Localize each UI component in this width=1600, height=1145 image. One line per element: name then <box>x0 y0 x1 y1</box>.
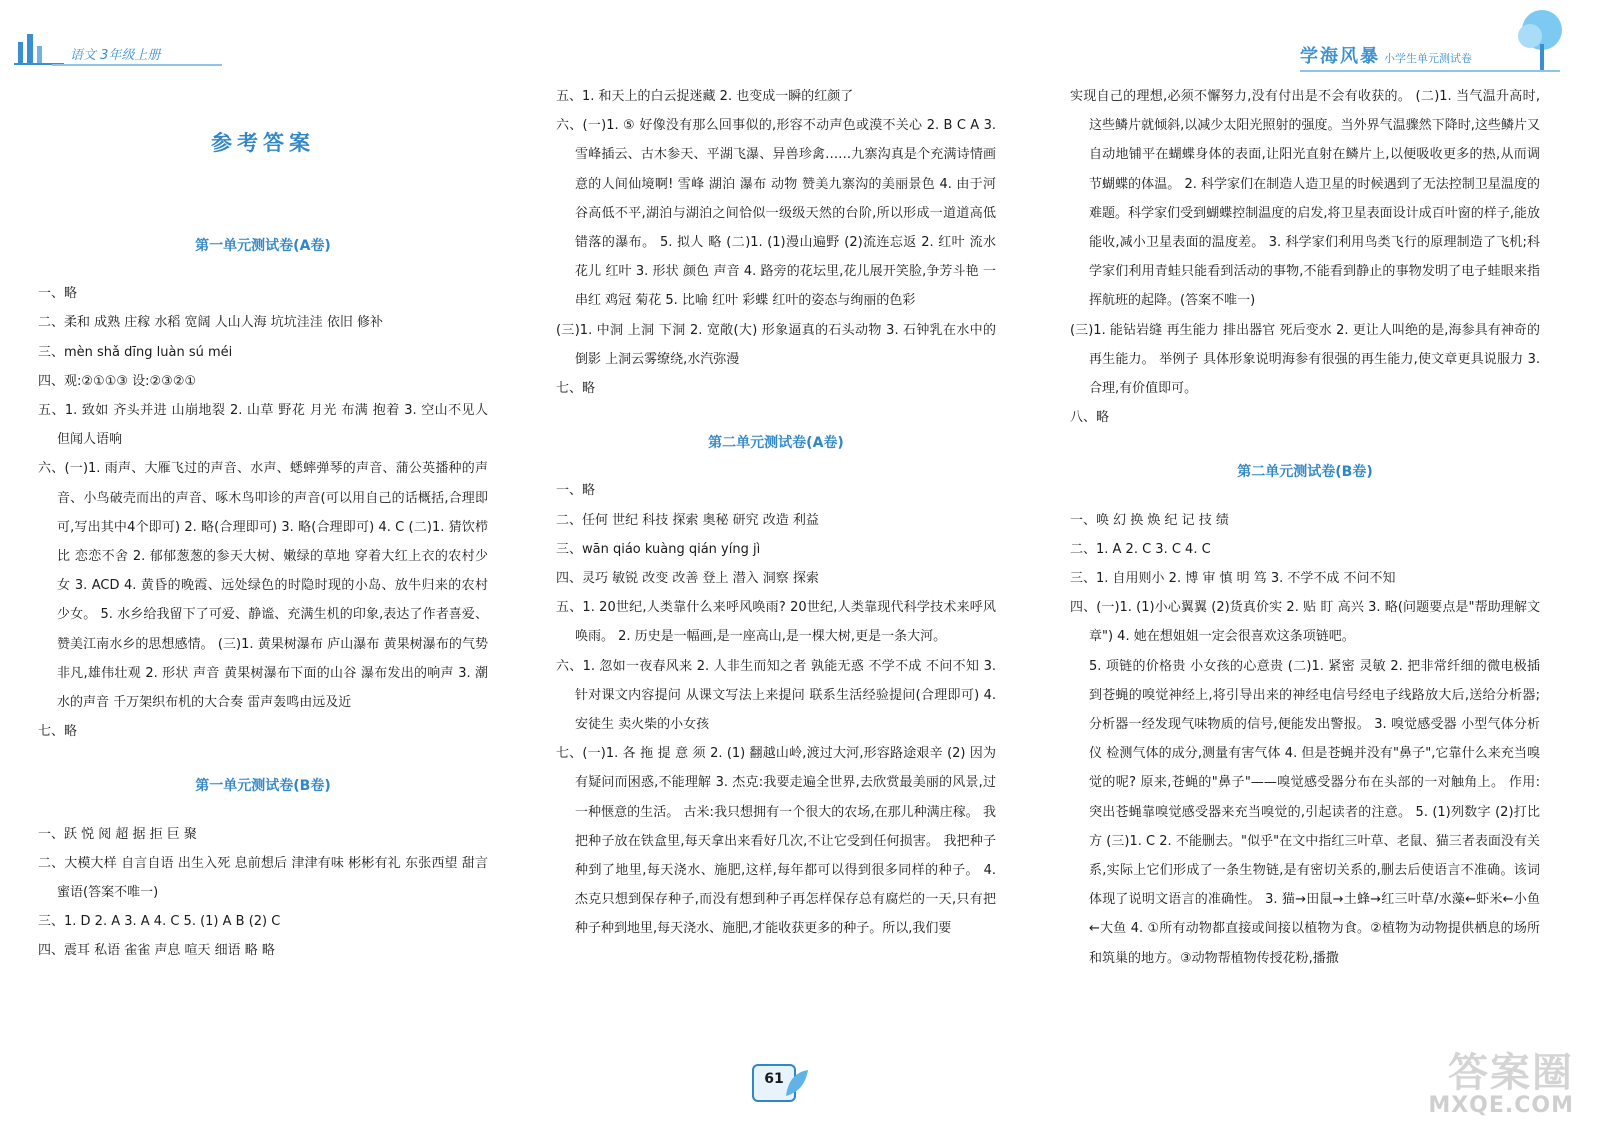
section-title: 第二单元测试卷(B卷) <box>1237 464 1373 481</box>
answer-paragraph: (三)1. 中洞 上洞 下洞 2. 宽敞(大) 形象逼真的石头动物 3. 石钟乳在水中的倒影 上洞云雾缭绕,水汽弥漫 <box>556 322 996 367</box>
page-number-text: 61 <box>764 1071 784 1087</box>
answer-paragraph: 二、大模大样 自言自语 出生入死 息前想后 津津有味 彬彬有礼 东张西望 甜言蜜语(答案不唯一) <box>38 855 488 901</box>
answer-paragraph: 八、略 <box>1070 410 1110 426</box>
header-left <box>14 28 224 68</box>
section-title: 第一单元测试卷(B卷) <box>195 778 331 795</box>
header-right <box>1300 8 1570 74</box>
watermark-logo: 答案圈 <box>1448 1050 1574 1096</box>
answer-paragraph: 五、1. 和天上的白云捉迷藏 2. 也变成一瞬的红颜了 <box>556 89 854 104</box>
answer-paragraph: 六、(一)1. ⑤ 好像没有那么回事似的,形容不动声色或漠不关心 2. B C A 3. 雪峰插云、古木参天、平湖飞瀑、异兽珍禽……九寨沟真是个充满诗情画意的人间仙境啊! 雪峰 湖泊 瀑布 动物 赞美九寨沟的美丽景色 4. 由于河谷高低不平,湖泊与湖泊之间恰似一级级天然的台阶,所以形成一道道高低错落的瀑布。 5. 拟人 略 (二)1. (1)漫山遍野 (2)流连忘返 2. 红叶 流水 花儿 红叶 3. 形状 颜色 声音 4. 路旁的花坛里,花儿展开笑脸,争芳斗艳 一串红 鸡冠 菊花 5. 比喻 红叶 彩蝶 红叶的姿态与绚丽的色彩 <box>556 118 996 309</box>
page-number <box>752 1062 810 1102</box>
answer-paragraph: 三、1. D 2. A 3. A 4. C 5. (1) A B (2) C <box>38 914 281 930</box>
answer-paragraph: (三)1. 能钻岩缝 再生能力 排出器官 死后变水 2. 更让人叫绝的是,海参具有神奇的再生能力。 举例子 具体形象说明海参有很强的再生能力,使文章更具说服力 3. 合理,有价值即可。 <box>1070 322 1540 397</box>
answer-paragraph: 5. 项链的价格贵 小女孩的心意贵 (二)1. 紧密 灵敏 2. 把非常纤细的微电极插到苍蝇的嗅觉神经上,将引导出来的神经电信号经电子线路放大后,送给分析器;分析器一经发现气味物质的信号,便能发出警报。 3. 嗅觉感受器 小型气体分析仪 检测气体的成分,测量有害气体 4. 但是苍蝇并没有"鼻子",它靠什么来充当嗅觉的呢? 原来,苍蝇的"鼻子"——嗅觉感受器分布在头部的一对触角上。 作用:突出苍蝇靠嗅觉感受器来充当嗅觉的,引起读者的注意。 5. (1)列数字 (2)打比方 (三)1. C 2. 不能删去。"似乎"在文中指红三叶草、老鼠、猫三者表面没有关系,实际上它们形成了一条生物链,是有密切关系的,删去后使语言不准确。该词体现了说明文语言的准确性。 3. 猫→田鼠→土蜂→红三叶草/水藻←虾米←小鱼←大鱼 4. ①所有动物都直接或间接以植物为食。②植物为动物提供栖息的场所和筑巢的地方。③动物帮植物传授花粉,播撒 <box>1089 658 1540 966</box>
answer-paragraph: 三、mèn shǎ dīng luàn sú méi <box>38 344 233 360</box>
answer-paragraph: 四、灵巧 敏锐 改变 改善 登上 潜入 洞察 探索 <box>556 571 819 587</box>
answer-paragraph: 三、wān qiáo kuàng qián yíng jì <box>556 541 761 557</box>
answer-paragraph: 实现自己的理想,必须不懈努力,没有付出是不会有收获的。 (二)1. 当气温升高时,这些鳞片就倾斜,以减少太阳光照射的强度。当外界气温骤然下降时,这些鳞片又自动地铺平在蝴蝶身体的表面,让阳光直射在鳞片上,以便吸收更多的热,从而调节蝴蝶的体温。 2. 科学家们在制造人造卫星的时候遇到了无法控制卫星温度的难题。科学家们受到蝴蝶控制温度的启发,将卫星表面设计成百叶窗的样子,能放能收,减小卫星表面的温度差。 3. 科学家们利用鸟类飞行的原理制造了飞机;科学家们利用青蛙只能看到活动的事物,不能看到静止的事物发明了电子蛙眼来指挥航班的起降。(答案不唯一) <box>1070 89 1540 309</box>
answer-paragraph: 五、1. 致如 齐头并进 山崩地裂 2. 山草 野花 月光 布满 抱着 3. 空山不见人 但闻人语响 <box>38 403 488 448</box>
building-icon <box>14 28 70 68</box>
brand-subtitle: 小学生单元测试卷 <box>1384 52 1472 65</box>
answer-paragraph: 七、略 <box>38 724 78 740</box>
answer-paragraph: 一、略 <box>556 483 596 499</box>
answer-column-3 <box>1070 82 1540 973</box>
tree-icon <box>1500 8 1570 72</box>
answer-paragraph: 六、1. 忽如一夜春风来 2. 人非生而知之者 孰能无惑 不学不成 不问不知 3. 针对课文内容提问 从课文写法上来提问 联系生活经验提问(合理即可) 4. 安徒生 卖火柴的小女孩 <box>556 658 996 733</box>
header-left-line <box>52 64 222 66</box>
answer-paragraph: 六、(一)1. 雨声、大雁飞过的声音、水声、蟋蟀弹琴的声音、蒲公英播种的声音、小鸟破壳而出的声音、啄木鸟叩诊的声音(可以用自己的话概括,合理即可,写出其中4个即可) 2. 略(合理即可) 3. 略(合理即可) 4. C (二)1. 猜饮栉比 恋恋不舍 2. 郁郁葱葱的参天大树、嫩绿的草地 穿着大红上衣的农村少女 3. ACD 4. 黄昏的晚霞、远处绿色的时隐时现的小岛、放牛归来的农村少女。 5. 水乡给我留下了可爱、静谧、充满生机的印象,表达了作者喜爱、赞美江南水乡的思想感情。 (三)1. 黄果树瀑布 庐山瀑布 黄果树瀑布的气势非凡,雄伟壮观 2. 形状 声音 黄果树瀑布下面的山谷 瀑布发出的响声 3. 潮水的声音 千万架织布机的大合奏 雷声轰鸣由远及近 <box>38 461 488 711</box>
answer-column-2 <box>556 82 996 944</box>
answer-paragraph: 四、震耳 私语 雀雀 声息 喧天 细语 略 略 <box>38 943 275 959</box>
answer-paragraph: 二、任何 世纪 科技 探索 奥秘 研究 改造 利益 <box>556 512 819 528</box>
section-title: 第一单元测试卷(A卷) <box>195 238 331 254</box>
answer-paragraph: 一、唤 幻 换 焕 纪 记 技 绩 <box>1070 512 1229 528</box>
leaf-icon <box>784 1068 810 1098</box>
answer-paragraph: 二、柔和 成熟 庄稼 水稻 宽阔 人山人海 坑坑洼洼 依旧 修补 <box>38 315 384 331</box>
subject-label: 语文 3年级上册 <box>70 48 161 63</box>
answer-paragraph: 一、略 <box>38 286 78 302</box>
answer-paragraph: 四、(一)1. (1)小心翼翼 (2)货真价实 2. 贴 盯 高兴 3. 略(问题要点是"帮助理解文章") 4. 她在想姐姐一定会很喜欢这条项链吧。 <box>1070 600 1540 645</box>
watermark-url: MXQE.COM <box>1428 1093 1574 1118</box>
answer-paragraph: 二、1. A 2. C 3. C 4. C <box>1070 541 1211 557</box>
brand <box>1300 42 1472 68</box>
page-title: 参考答案 <box>211 131 315 155</box>
watermark <box>1404 1037 1574 1127</box>
brand-name: 学海风暴 <box>1300 46 1380 67</box>
section-title: 第二单元测试卷(A卷) <box>708 435 844 452</box>
answer-paragraph: 四、观:②①①③ 设:②③②① <box>38 373 197 389</box>
answer-paragraph: 七、(一)1. 各 拖 提 意 须 2. (1) 翻越山岭,渡过大河,形容路途艰辛 (2) 因为有疑问而困惑,不能理解 3. 杰克:我要走遍全世界,去欣赏最美丽的风景,过一种惬意的生活。 古米:我只想拥有一个很大的农场,在那儿种满庄稼。 我把种子放在铁盒里,每天拿出来看好几次,不让它受到任何损害。 我把种子种到了地里,每天浇水、施肥,这样,每年都可以得到很多同样的种子。 4. 杰克只想到保存种子,而没有想到种子再怎样保存总有腐烂的一天,只有把种子种到地里,每天浇水、施肥,才能收获更多的种子。所以,我们要 <box>556 746 996 937</box>
header-right-line <box>1300 70 1560 72</box>
answer-paragraph: 三、1. 自用则小 2. 博 审 慎 明 笃 3. 不学不成 不问不知 <box>1070 571 1396 587</box>
answer-paragraph: 一、跃 悦 阅 超 据 拒 巨 聚 <box>38 826 197 842</box>
answer-column-1 <box>38 82 488 966</box>
answer-paragraph: 七、略 <box>556 381 596 397</box>
answer-paragraph: 五、1. 20世纪,人类靠什么来呼风唤雨? 20世纪,人类靠现代科学技术来呼风唤雨。 2. 历史是一幅画,是一座高山,是一棵大树,更是一条大河。 <box>556 600 996 645</box>
